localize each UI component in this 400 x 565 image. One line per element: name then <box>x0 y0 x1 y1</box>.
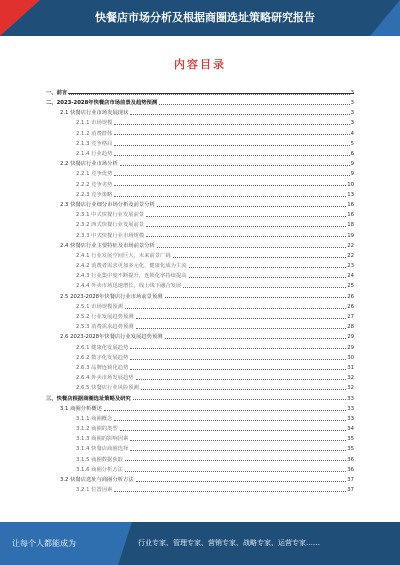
toc-dot-leader <box>120 430 347 431</box>
toc-subsection[interactable] <box>46 147 354 157</box>
toc-dot-leader <box>157 206 346 207</box>
toc-page-number: 26 <box>347 293 354 300</box>
toc-entry-title: 3.1.6 商圈分析方法 <box>76 466 123 473</box>
toc-page-number: 30 <box>347 354 354 361</box>
toc-page-number: 9 <box>350 161 354 168</box>
table-of-contents <box>46 86 354 510</box>
toc-dot-leader <box>130 359 346 360</box>
toc-entry-title: 2.1.2 消费群体 <box>76 130 113 137</box>
toc-subsection[interactable] <box>46 229 354 239</box>
toc-subsection[interactable] <box>46 178 354 188</box>
page-footer <box>0 522 400 565</box>
toc-entry-title: 2.1 快餐店行业市场发展现状 <box>60 110 129 117</box>
toc-dot-leader <box>114 196 346 197</box>
toc-entry-title: 3.1 商圈分析概述 <box>60 405 102 412</box>
toc-subsection[interactable] <box>46 310 354 320</box>
toc-dot-leader <box>165 297 347 298</box>
toc-dot-leader <box>130 348 346 349</box>
toc-dot-leader <box>133 399 346 400</box>
toc-section[interactable] <box>46 157 354 167</box>
toc-page-number: 35 <box>347 436 354 443</box>
toc-dot-leader <box>130 440 346 441</box>
toc-entry-title: 2.2.3 竞争策略 <box>76 191 113 198</box>
toc-subsection[interactable] <box>46 300 354 310</box>
toc-entry-title: 3.2 快餐店选址与商圈分析方法 <box>60 477 134 484</box>
toc-page-number: 28 <box>347 324 354 331</box>
toc-entry-title: 2.4.1 行业发展空间巨大，未来前景广阔 <box>76 252 171 259</box>
toc-dot-leader <box>125 460 346 461</box>
toc-dot-leader <box>125 471 346 472</box>
toc-page-number: 33 <box>347 395 354 402</box>
toc-page-number: 37 <box>347 487 354 494</box>
toc-chapter[interactable] <box>46 96 354 106</box>
toc-page-number: 6 <box>350 151 354 158</box>
toc-subsection[interactable] <box>46 137 354 147</box>
toc-dot-leader <box>173 257 347 258</box>
toc-entry-title: 3.1.5 商圈数据获取 <box>76 456 123 463</box>
toc-subsection[interactable] <box>46 371 354 381</box>
toc-subsection[interactable] <box>46 483 354 493</box>
toc-dot-leader <box>157 247 346 248</box>
toc-entry-title: 2.4.3 行业集中度不断提升，连锁化率持续提高 <box>76 273 187 280</box>
toc-entry-title: 2.5.1 市场规模预测 <box>76 303 123 310</box>
toc-page-number: 37 <box>347 477 354 484</box>
toc-dot-leader <box>136 481 347 482</box>
toc-entry-title: 3.2.1 位置因素 <box>76 487 113 494</box>
toc-dot-leader <box>114 185 346 186</box>
toc-page-number: 24 <box>347 273 354 280</box>
toc-page-number: 16 <box>347 212 354 219</box>
toc-subsection[interactable] <box>46 443 354 453</box>
toc-subsection[interactable] <box>46 249 354 259</box>
toc-subsection[interactable] <box>46 208 354 218</box>
toc-entry-title: 2.2 快餐店行业市场分析 <box>60 161 118 168</box>
toc-subsection[interactable] <box>46 453 354 463</box>
toc-subsection[interactable] <box>46 432 354 442</box>
toc-dot-leader <box>125 308 346 309</box>
toc-section[interactable] <box>46 198 354 208</box>
footer-expert-list: 行业专家、管理专家、营销专家、战略专家、运营专家…… <box>138 539 320 547</box>
toc-subsection[interactable] <box>46 320 354 330</box>
toc-page-number: 27 <box>347 314 354 321</box>
toc-section[interactable] <box>46 239 354 249</box>
toc-subsection[interactable] <box>46 127 354 137</box>
toc-dot-leader <box>136 328 347 329</box>
toc-entry-title: 2.4 快餐店行业主要特征及市场前景分析 <box>60 242 155 249</box>
toc-page-number: 32 <box>347 375 354 382</box>
toc-page-number: 4 <box>350 130 354 137</box>
toc-entry-title: 2.3 快餐店行业细分市场分析及前景分析 <box>60 201 155 208</box>
toc-entry-title: 2.2.1 竞争优势 <box>76 171 113 178</box>
toc-entry-title: 2.3.2 西式快餐行业发展前景 <box>76 222 145 229</box>
toc-entry-title: 2.6.5 快餐店行业风险预测 <box>76 385 139 392</box>
toc-chapter[interactable] <box>46 86 354 96</box>
toc-dot-leader <box>159 104 349 105</box>
toc-entry-title: 2.2.2 竞争劣势 <box>76 181 113 188</box>
toc-dot-leader <box>104 410 346 411</box>
toc-page-number: 19 <box>347 232 354 239</box>
toc-page-number: 34 <box>347 426 354 433</box>
report-title: 快餐店市场分析及根据商圈选址策略研究报告 <box>95 11 315 24</box>
toc-dot-leader <box>146 226 346 227</box>
toc-entry-title: 三、快餐店根据商圈选址策略及研究 <box>46 395 131 402</box>
toc-dot-leader <box>130 114 349 115</box>
toc-dot-leader <box>114 145 349 146</box>
toc-page-number: 35 <box>347 446 354 453</box>
toc-entry-title: 3.1.2 商圈的类型 <box>76 426 118 433</box>
toc-dot-leader <box>136 379 347 380</box>
toc-page-number: 22 <box>347 242 354 249</box>
toc-entry-title: 二、2023-2028年快餐店市场前景及趋势预测 <box>46 100 158 107</box>
toc-dot-leader <box>141 389 346 390</box>
toc-subsection[interactable] <box>46 168 354 178</box>
toc-dot-leader <box>146 216 346 217</box>
toc-entry-title: 2.6.1 健康化发展趋势 <box>76 344 129 351</box>
toc-page-number: 31 <box>347 364 354 371</box>
toc-page-number: 36 <box>347 466 354 473</box>
toc-entry-title: 2.4.2 消费者需求更加多元化，健康化成为主流 <box>76 263 187 270</box>
toc-page-number: 3 <box>350 100 354 107</box>
toc-section[interactable] <box>46 473 354 483</box>
toc-subsection[interactable] <box>46 463 354 473</box>
toc-page-number: 25 <box>347 283 354 290</box>
header-accent-left <box>0 0 40 36</box>
toc-dot-leader <box>146 236 346 237</box>
toc-entry-title: 2.5.2 行业发展趋势预测 <box>76 314 134 321</box>
toc-entry-title: 2.3.1 中式快餐行业发展前景 <box>76 212 145 219</box>
toc-section[interactable] <box>46 106 354 116</box>
toc-dot-leader <box>165 338 347 339</box>
toc-dot-leader <box>120 165 350 166</box>
toc-title: 内容目录 <box>174 58 226 71</box>
toc-entry-title: 2.6.4 外卖市场发展趋势 <box>76 375 134 382</box>
toc-dot-leader <box>114 134 349 135</box>
toc-dot-leader <box>183 287 346 288</box>
toc-page-number: 29 <box>347 334 354 341</box>
toc-entry-title: 2.5.3 消费需求趋势预测 <box>76 324 134 331</box>
toc-dot-leader <box>189 267 347 268</box>
toc-dot-leader <box>189 277 347 278</box>
toc-page-number: 16 <box>347 201 354 208</box>
toc-dot-leader <box>114 124 349 125</box>
toc-dot-leader <box>130 369 346 370</box>
toc-entry-title: 3.1.1 商圈概念 <box>76 415 113 422</box>
toc-page-number: 5 <box>350 140 354 147</box>
footer-left-panel <box>0 522 118 565</box>
toc-entry-title: 2.6 2023-2028年快餐店行业发展趋势预测 <box>60 334 163 341</box>
toc-page-number: 9 <box>350 171 354 178</box>
toc-dot-leader <box>114 420 346 421</box>
toc-subsection[interactable] <box>46 269 354 279</box>
toc-page-number: 26 <box>347 303 354 310</box>
toc-page-number: 29 <box>347 344 354 351</box>
toc-chapter[interactable] <box>46 392 354 402</box>
toc-subsection[interactable] <box>46 381 354 391</box>
toc-dot-leader <box>114 175 349 176</box>
toc-page-number: 13 <box>347 191 354 198</box>
toc-page-number: 18 <box>347 222 354 229</box>
toc-section[interactable] <box>46 290 354 300</box>
toc-subsection[interactable] <box>46 218 354 228</box>
toc-dot-leader <box>130 450 346 451</box>
toc-subsection[interactable] <box>46 341 354 351</box>
toc-subsection[interactable] <box>46 259 354 269</box>
toc-dot-leader <box>114 491 346 492</box>
toc-entry-title: 2.1.3 竞争格局 <box>76 140 113 147</box>
toc-dot-leader <box>136 318 347 319</box>
toc-subsection[interactable] <box>46 422 354 432</box>
toc-entry-title: 2.3.3 中式快餐行业市场规模 <box>76 232 145 239</box>
toc-page-number: 32 <box>347 385 354 392</box>
toc-entry-title: 2.6.3 品牌连锁化趋势 <box>76 364 129 371</box>
toc-section[interactable] <box>46 402 354 412</box>
toc-subsection[interactable] <box>46 117 354 127</box>
toc-subsection[interactable] <box>46 280 354 290</box>
toc-entry-title: 2.6.2 数字化发展趋势 <box>76 354 129 361</box>
header-accent-right <box>370 0 400 36</box>
toc-entry-title: 2.1.1 市场规模 <box>76 120 113 127</box>
toc-page-number: 33 <box>347 415 354 422</box>
toc-page-number: 33 <box>347 405 354 412</box>
footer-divider <box>118 522 132 565</box>
toc-entry-title: 2.1.4 行业趋势 <box>76 151 113 158</box>
toc-entry-title: 2.5 2023-2028年快餐店行业市场前景预测 <box>60 293 163 300</box>
report-header <box>0 0 400 36</box>
toc-page-number: 36 <box>347 456 354 463</box>
toc-page-number: 3 <box>350 89 354 96</box>
toc-dot-leader <box>114 155 349 156</box>
toc-page-number: 3 <box>350 120 354 127</box>
toc-page-number: 23 <box>347 263 354 270</box>
toc-subsection[interactable] <box>46 188 354 198</box>
toc-entry-title: 一、前言 <box>46 89 68 96</box>
toc-dot-leader <box>69 94 349 95</box>
toc-page-number: 3 <box>350 110 354 117</box>
toc-page-number: 10 <box>347 181 354 188</box>
toc-subsection[interactable] <box>46 361 354 371</box>
toc-section[interactable] <box>46 331 354 341</box>
footer-slogan: 让每个人都能成为 <box>12 539 76 548</box>
toc-subsection[interactable] <box>46 351 354 361</box>
toc-entry-title: 3.1.4 快餐店商圈选择 <box>76 446 129 453</box>
toc-subsection[interactable] <box>46 412 354 422</box>
toc-entry-title: 2.4.4 外卖市场迅速增长，线上线下融合发展 <box>76 283 182 290</box>
toc-page-number: 22 <box>347 252 354 259</box>
toc-entry-title: 3.1.3 商圈的影响因素 <box>76 436 129 443</box>
